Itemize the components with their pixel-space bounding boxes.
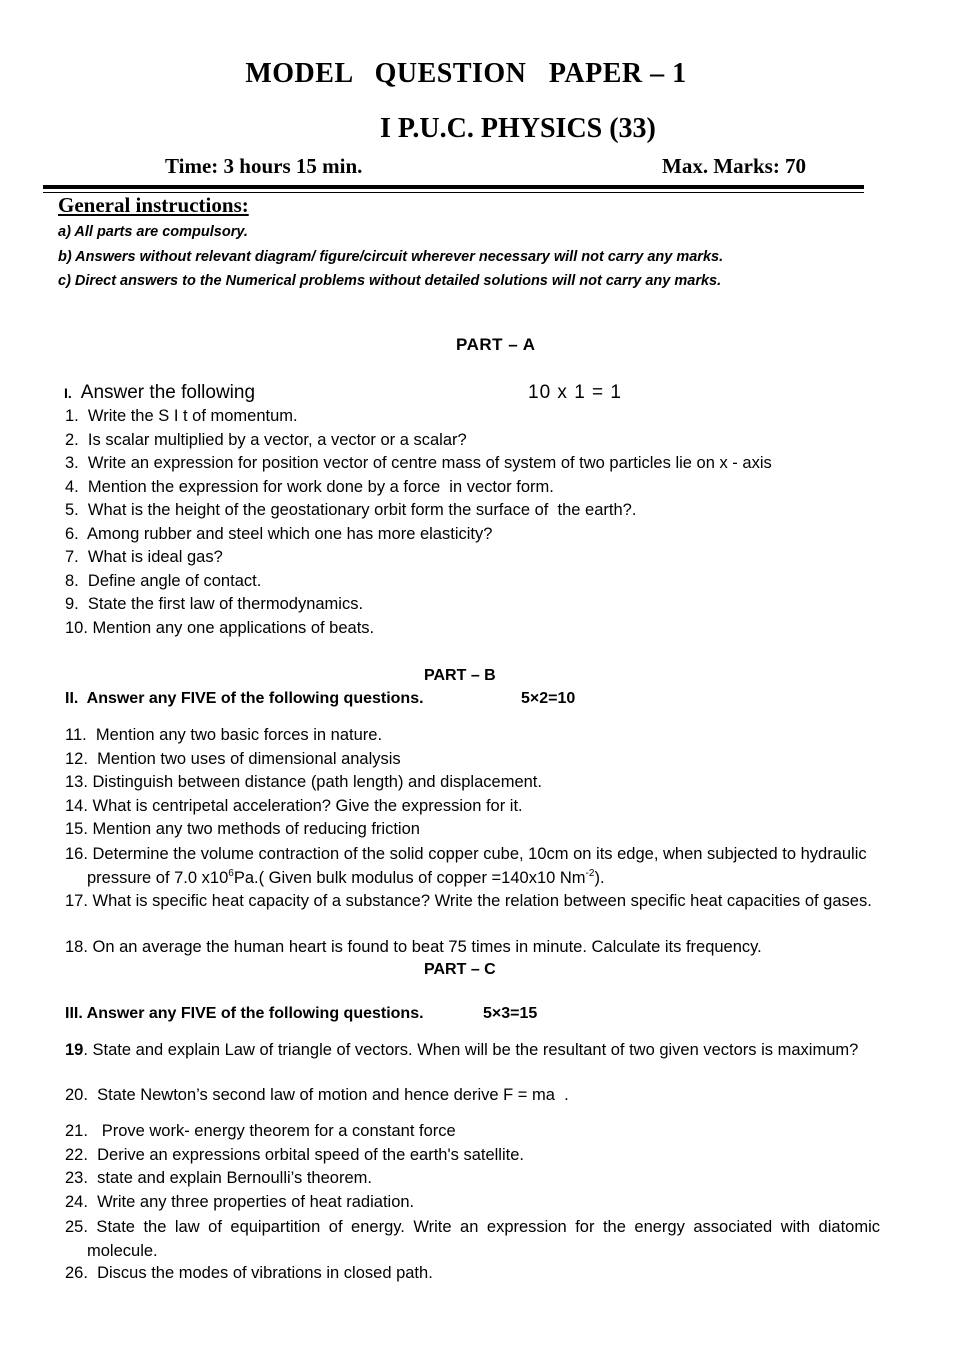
question-item: 17. What is specific heat capacity of a substance? Write the relation between specific heat capacities of gases. <box>65 892 872 910</box>
question-item <box>65 1039 880 1063</box>
question-item: 4. Mention the expression for work done by a force in vector form. <box>65 478 554 496</box>
question-item: 26. Discus the modes of vibrations in closed path. <box>65 1264 433 1282</box>
paper-title: MODEL QUESTION PAPER – 1 <box>245 58 687 89</box>
question-text: . State and explain Law of triangle of vectors. When will be the resultant of two given vectors is maximum? <box>83 1041 859 1059</box>
question-item: 8. Define angle of contact. <box>65 572 262 590</box>
part-c-section-label: III. Answer any FIVE of the following questions. <box>65 1005 424 1022</box>
question-item: 22. Derive an expressions orbital speed of the earth's satellite. <box>65 1146 524 1164</box>
question-item: 21. Prove work- energy theorem for a constant force <box>65 1122 456 1140</box>
question-item: 1. Write the S I t of momentum. <box>65 407 298 425</box>
time-label: Time: 3 hours 15 min. <box>165 154 363 178</box>
question-text: 16. Determine the volume contraction of the solid copper cube, 10cm on its edge, when subjected to hydraulic pressure of 7.0 x10 <box>65 845 867 887</box>
part-c-marks: 5×3=15 <box>483 1005 538 1022</box>
question-item <box>65 843 880 890</box>
question-item: 12. Mention two uses of dimensional analysis <box>65 750 401 768</box>
paper-subtitle: I P.U.C. PHYSICS (33) <box>380 113 656 144</box>
question-item: 14. What is centripetal acceleration? Give the expression for it. <box>65 797 523 815</box>
part-c-heading: PART – C <box>424 961 496 978</box>
question-item: 6. Among rubber and steel which one has more elasticity? <box>65 525 493 543</box>
question-item: 5. What is the height of the geostationary orbit form the surface of the earth?. <box>65 501 637 519</box>
question-item: 13. Distinguish between distance (path length) and displacement. <box>65 773 542 791</box>
section-text: Answer the following <box>80 382 256 403</box>
question-item: 9. State the first law of thermodynamics. <box>65 595 364 613</box>
question-item: 3. Write an expression for position vector of centre mass of system of two particles lie on x - axis <box>65 454 772 472</box>
part-b-heading: PART – B <box>424 667 496 684</box>
header-rule-thick <box>43 185 864 189</box>
section-roman: I. <box>64 385 72 401</box>
question-item: 10. Mention any one applications of beats. <box>65 619 375 637</box>
part-b-section-label: II. Answer any FIVE of the following questions. <box>65 690 424 707</box>
question-item: 2. Is scalar multiplied by a vector, a vector or a scalar? <box>65 431 467 449</box>
part-a-marks: 10 x 1 = 1 <box>528 382 622 403</box>
part-a-section-label <box>64 382 255 404</box>
question-item: 23. state and explain Bernoulli’s theorem. <box>65 1169 372 1187</box>
question-item: 7. What is ideal gas? <box>65 548 223 566</box>
question-item: 15. Mention any two methods of reducing friction <box>65 820 420 838</box>
superscript: -2 <box>585 867 595 879</box>
instruction-item: b) Answers without relevant diagram/ figure/circuit wherever necessary will not carry any marks. <box>58 249 724 265</box>
part-b-marks: 5×2=10 <box>521 690 576 707</box>
question-number: 19 <box>65 1041 84 1059</box>
question-text: Pa.( Given bulk modulus of copper =140x10 Nm <box>233 868 586 887</box>
instruction-item: a) All parts are compulsory. <box>58 224 248 240</box>
question-item: 11. Mention any two basic forces in nature. <box>65 726 383 744</box>
question-text: ). <box>594 868 605 887</box>
superscript: 6 <box>228 867 234 879</box>
instructions-heading: General instructions: <box>58 193 249 217</box>
question-item: 25. State the law of equipartition of energy. Write an expression for the energy associated with diatomic molecule. <box>65 1218 880 1260</box>
question-item: 20. State Newton’s second law of motion and hence derive F = ma . <box>65 1086 569 1104</box>
instruction-item: c) Direct answers to the Numerical problems without detailed solutions will not carry any marks. <box>58 273 722 289</box>
question-item: 24. Write any three properties of heat radiation. <box>65 1193 415 1211</box>
part-a-heading: PART – A <box>456 335 536 354</box>
max-marks-label: Max. Marks: 70 <box>662 154 807 178</box>
question-item: 18. On an average the human heart is found to beat 75 times in minute. Calculate its frequency. <box>65 938 762 956</box>
